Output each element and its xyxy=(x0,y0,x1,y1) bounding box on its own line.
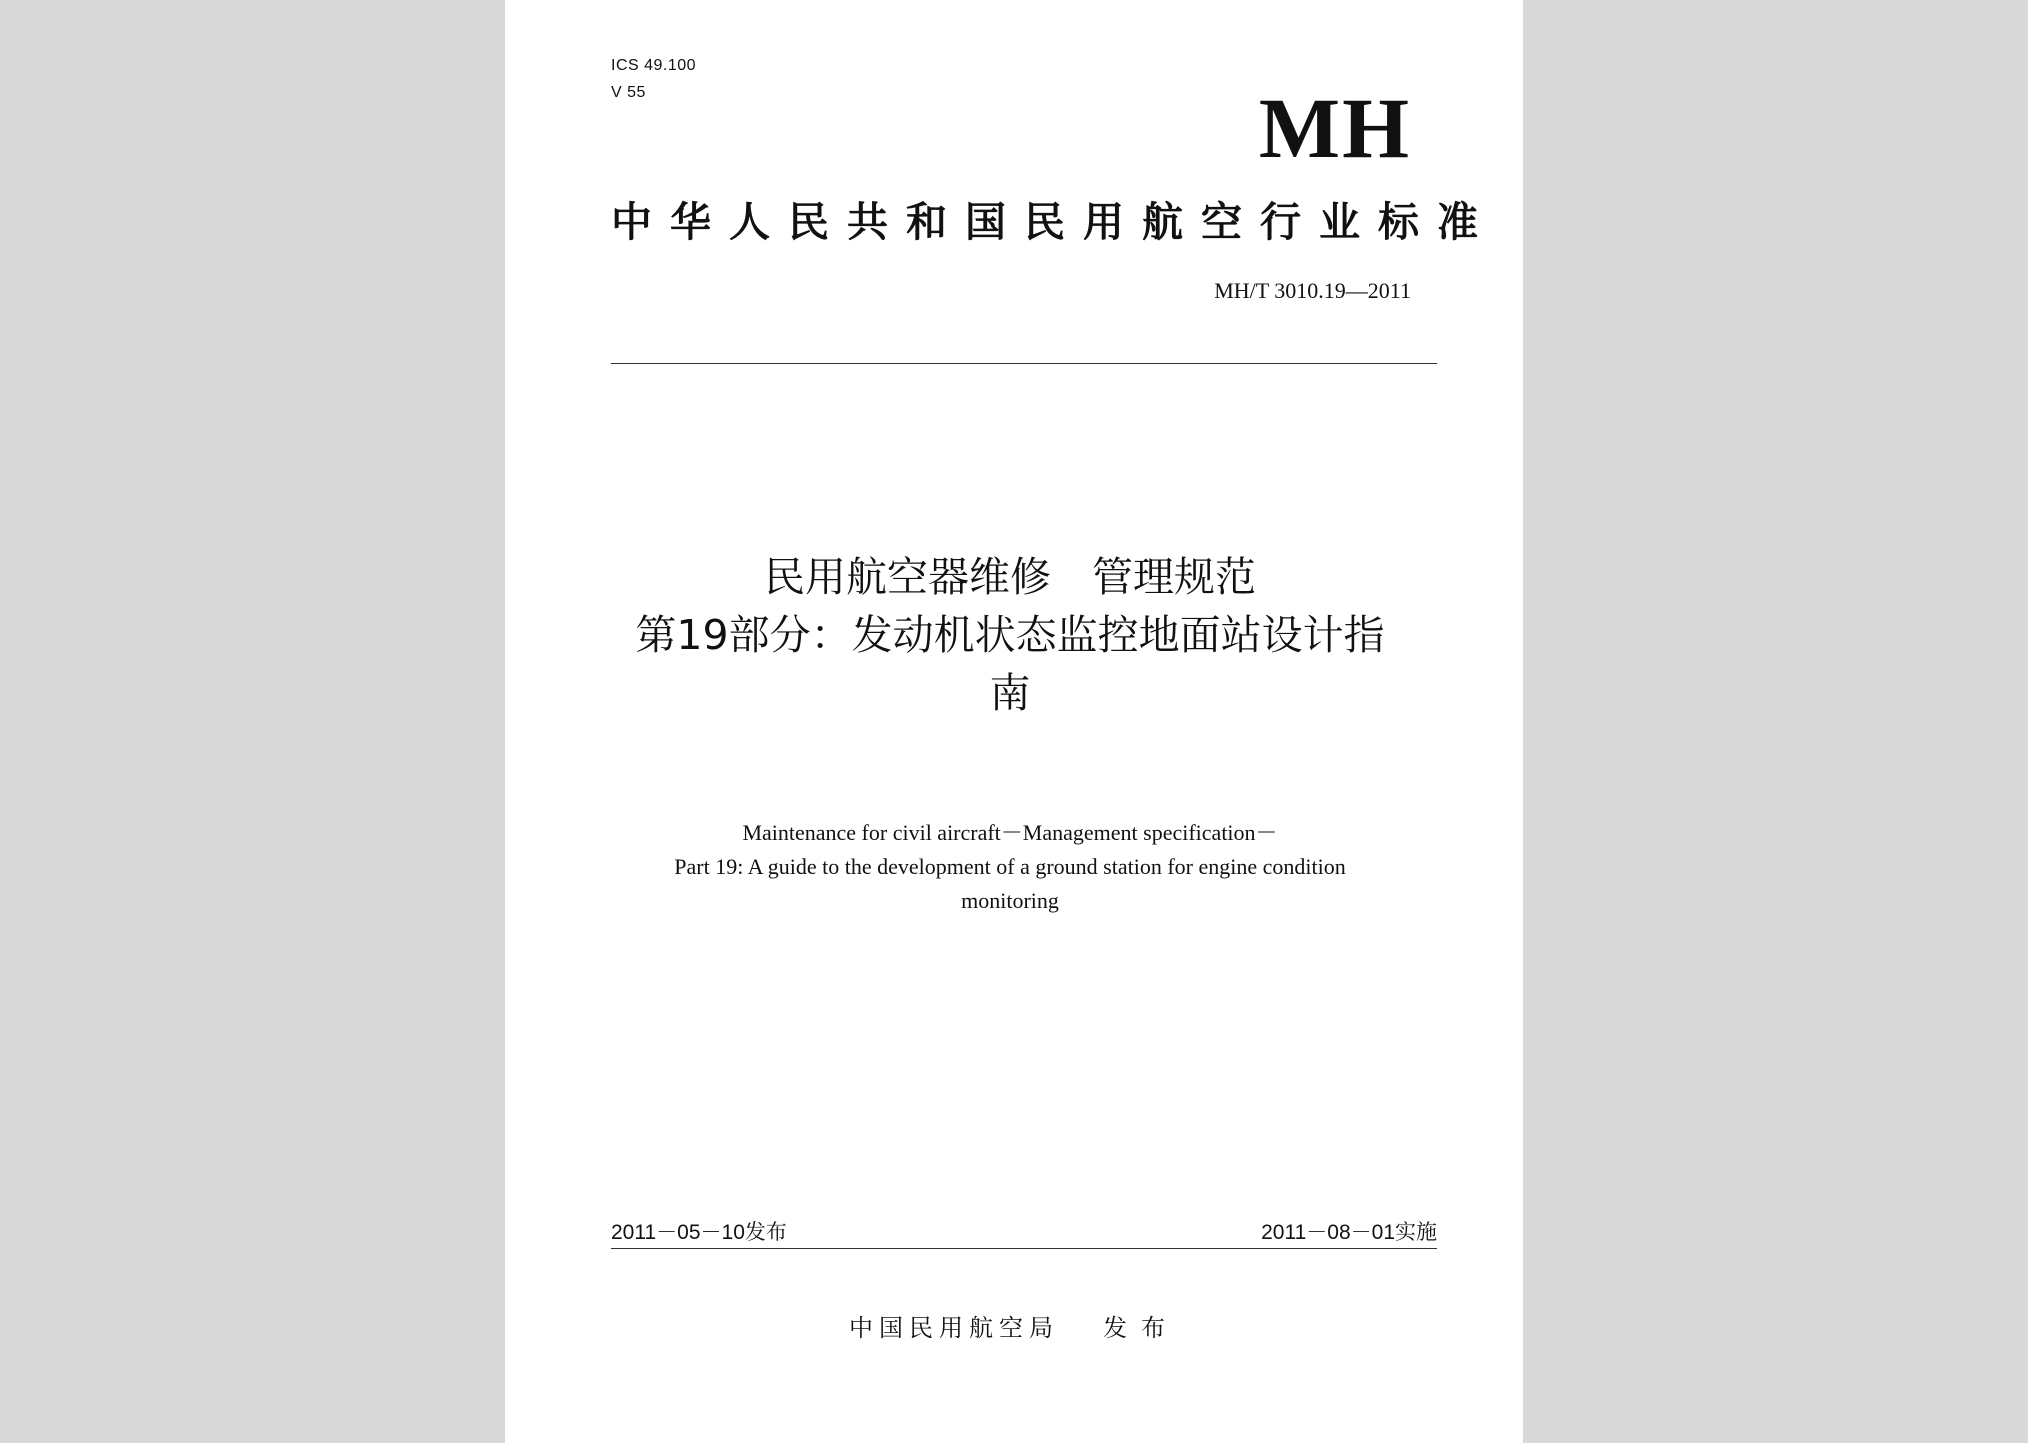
ccs-code: V 55 xyxy=(611,84,646,101)
english-title xyxy=(585,816,1435,918)
implementation-date: 2011－08－01实施 xyxy=(1261,1221,1437,1244)
document-page xyxy=(505,0,1523,1443)
standard-number: MH/T 3010.19—2011 xyxy=(1214,278,1411,303)
date-divider xyxy=(611,1248,1437,1249)
publisher-name: 中国民用航空局 xyxy=(849,1314,1059,1342)
english-title-line-3: monitoring xyxy=(961,888,1059,913)
chinese-title xyxy=(585,548,1435,722)
header-divider xyxy=(611,363,1437,364)
chinese-title-line-1: 民用航空器维修 管理规范 xyxy=(764,553,1256,601)
classification-codes xyxy=(611,52,696,106)
chinese-title-line-3: 南 xyxy=(989,669,1031,717)
publish-action: 发布 xyxy=(1103,1314,1179,1342)
english-title-line-2: Part 19: A guide to the development of a ground station for engine condition xyxy=(674,854,1346,879)
date-row xyxy=(611,1218,1437,1248)
ics-code: ICS 49.100 xyxy=(611,57,697,74)
english-title-line-1: Maintenance for civil aircraft－Management specification－ xyxy=(742,820,1278,845)
issuing-authority-title: 中华人民共和国民用航空行业标准 xyxy=(611,198,1496,246)
chinese-title-line-2: 第19部分：发动机状态监控地面站设计指 xyxy=(635,611,1385,659)
standard-logo: MH xyxy=(1258,80,1411,176)
issue-date: 2011－05－10发布 xyxy=(611,1221,787,1244)
publisher-line xyxy=(505,1310,1523,1346)
